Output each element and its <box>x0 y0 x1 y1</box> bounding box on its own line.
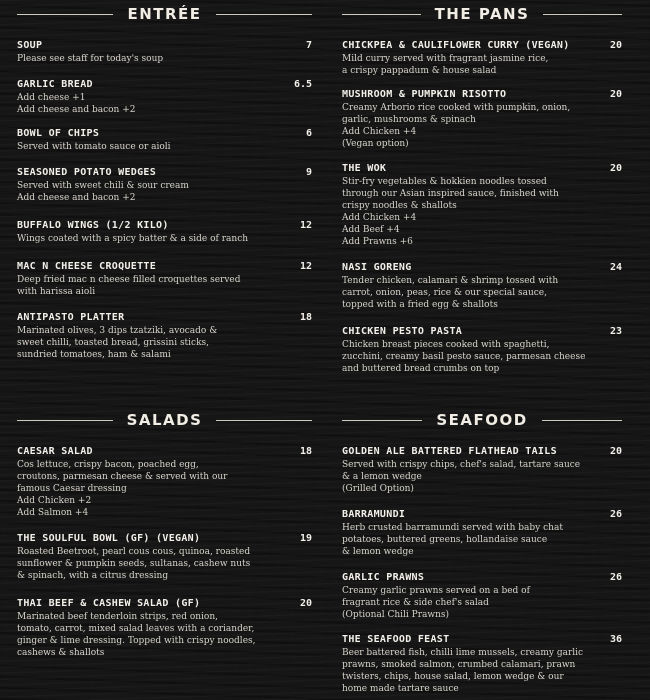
item-price: 20 <box>609 89 622 100</box>
item-name: CHICKPEA & CAULIFLOWER CURRY (VEGAN) <box>342 40 570 51</box>
description-line: fragrant rice & side chef's salad <box>342 598 489 608</box>
item-name: GARLIC BREAD <box>17 79 93 90</box>
item-name: BARRAMUNDI <box>342 509 406 520</box>
item-price: 12 <box>299 220 312 231</box>
header-rule <box>342 14 421 15</box>
item-price: 19 <box>299 533 312 544</box>
item-description <box>342 53 622 77</box>
item-name: BUFFALO WINGS (1/2 KILO) <box>17 220 169 231</box>
menu-item-chicken-pesto-pasta <box>342 326 622 375</box>
menu-item-the-wok <box>342 163 622 248</box>
description-line: Served with tomato sauce or aioli <box>17 142 171 152</box>
description-line: twisters, chips, house salad, lemon wedge & our <box>342 672 564 682</box>
item-description <box>342 459 622 495</box>
item-price: 20 <box>609 40 622 51</box>
item-description <box>17 92 312 116</box>
item-price: 18 <box>299 312 312 323</box>
description-line: Add cheese and bacon +2 <box>17 105 136 115</box>
item-description <box>342 176 622 248</box>
description-line: and buttered bread crumbs on top <box>342 364 500 374</box>
item-description <box>17 546 312 582</box>
description-line: Wings coated with a spicy batter & a side of ranch <box>17 234 249 244</box>
item-name: THAI BEEF & CASHEW SALAD (GF) <box>17 598 201 609</box>
description-line: sundried tomatoes, ham & salami <box>17 350 171 360</box>
item-name: GARLIC PRAWNS <box>342 572 425 583</box>
description-line: with harissa aioli <box>17 287 96 297</box>
salads-title: SALADS <box>126 411 203 429</box>
item-description <box>17 53 312 65</box>
menu-item-mac-n-cheese-croquette <box>17 261 312 298</box>
description-line: prawns, smoked salmon, crumbed calamari, prawn <box>342 660 576 670</box>
menu-item-bowl-of-chips <box>17 128 312 153</box>
description-line: Chicken breast pieces cooked with spaghetti, <box>342 340 550 350</box>
menu-item-seafood-feast <box>342 634 622 695</box>
description-line: Cos lettuce, crispy bacon, poached egg, <box>17 460 199 470</box>
item-name: SOUP <box>17 40 43 51</box>
entree-header <box>17 1 312 27</box>
item-name: THE SEAFOOD FEAST <box>342 634 450 645</box>
item-name: MUSHROOM & PUMPKIN RISOTTO <box>342 89 507 100</box>
description-line: Deep fried mac n cheese filled croquettes served <box>17 275 241 285</box>
item-description <box>342 522 622 558</box>
header-rule <box>542 420 622 421</box>
description-line: ginger & lime dressing. Topped with crispy noodles, <box>17 636 256 646</box>
menu-item-caesar-salad <box>17 446 312 519</box>
description-line: home made tartare sauce <box>342 684 459 694</box>
item-name: THE WOK <box>342 163 387 174</box>
description-line: (Vegan option) <box>342 139 409 149</box>
item-price: 7 <box>305 40 312 51</box>
description-line: tomato, carrot, mixed salad leaves with a coriander, <box>17 624 255 634</box>
description-line: potatoes, buttered greens, hollandaise sauce <box>342 535 548 545</box>
header-rule <box>543 14 622 15</box>
seafood-title: SEAFOOD <box>436 411 528 429</box>
description-line: Mild curry served with fragrant jasmine rice, <box>342 54 549 64</box>
item-name: ANTIPASTO PLATTER <box>17 312 125 323</box>
description-line: Beer battered fish, chilli lime mussels, creamy garlic <box>342 648 584 658</box>
header-rule <box>216 420 312 421</box>
item-name: THE SOULFUL BOWL (GF) (VEGAN) <box>17 533 201 544</box>
pans-title: THE PANS <box>434 5 530 23</box>
item-price: 26 <box>609 572 622 583</box>
description-line: (Grilled Option) <box>342 484 414 494</box>
menu-item-mushroom-risotto <box>342 89 622 150</box>
description-line: Please see staff for today's soup <box>17 54 164 64</box>
menu-item-chickpea-curry <box>342 40 622 77</box>
description-line: Add Prawns +6 <box>342 237 413 247</box>
description-line: garlic, mushrooms & spinach <box>342 115 476 125</box>
description-line: Add cheese and bacon +2 <box>17 193 136 203</box>
menu-item-soulful-bowl <box>17 533 312 582</box>
description-line: Creamy Arborio rice cooked with pumpkin, onion, <box>342 103 571 113</box>
item-description <box>17 459 312 519</box>
menu-item-potato-wedges <box>17 167 312 204</box>
description-line: cashews & shallots <box>17 648 105 658</box>
description-line: Served with sweet chili & sour cream <box>17 181 189 191</box>
menu-item-nasi-goreng <box>342 262 622 311</box>
description-line: Tender chicken, calamari & shrimp tossed with <box>342 276 559 286</box>
description-line: Marinated olives, 3 dips tzatziki, avocado & <box>17 326 218 336</box>
description-line: crispy noodles & shallots <box>342 201 457 211</box>
item-description <box>17 233 312 245</box>
description-line: Add Chicken +4 <box>342 213 417 223</box>
item-description <box>17 325 312 361</box>
description-line: croutons, parmesan cheese & served with our <box>17 472 228 482</box>
description-line: a crispy pappadum & house salad <box>342 66 497 76</box>
description-line: famous Caesar dressing <box>17 484 127 494</box>
menu-item-thai-beef-salad <box>17 598 312 659</box>
description-line: Add Beef +4 <box>342 225 400 235</box>
menu-item-soup <box>17 40 312 65</box>
description-line: topped with a fried egg & shallots <box>342 300 498 310</box>
item-price: 18 <box>299 446 312 457</box>
item-price: 26 <box>609 509 622 520</box>
description-line: Add cheese +1 <box>17 93 86 103</box>
item-price: 20 <box>609 163 622 174</box>
description-line: Add Chicken +4 <box>342 127 417 137</box>
header-rule <box>342 420 422 421</box>
item-name: NASI GORENG <box>342 262 412 273</box>
header-rule <box>216 14 312 15</box>
menu-item-garlic-prawns <box>342 572 622 621</box>
description-line: Served with crispy chips, chef's salad, tartare sauce <box>342 460 581 470</box>
menu-item-barramundi <box>342 509 622 558</box>
item-name: CHICKEN PESTO PASTA <box>342 326 463 337</box>
menu-item-buffalo-wings <box>17 220 312 245</box>
item-price: 9 <box>305 167 312 178</box>
item-price: 36 <box>609 634 622 645</box>
item-description <box>342 102 622 150</box>
description-line: Roasted Beetroot, pearl cous cous, quinoa, roasted <box>17 547 251 557</box>
item-description <box>342 585 622 621</box>
description-line: through our Asian inspired sauce, finished with <box>342 189 559 199</box>
salads-header <box>17 407 312 433</box>
header-rule <box>17 14 113 15</box>
description-line: Add Salmon +4 <box>17 508 89 518</box>
item-description <box>17 141 312 153</box>
description-line: zucchini, creamy basil pesto sauce, parmesan cheese <box>342 352 586 362</box>
description-line: Herb crusted barramundi served with baby chat <box>342 523 563 533</box>
description-line: carrot, onion, peas, rice & our special sauce, <box>342 288 547 298</box>
entree-title: ENTRÉE <box>127 5 202 23</box>
item-description <box>17 274 312 298</box>
description-line: & a lemon wedge <box>342 472 422 482</box>
item-name: SEASONED POTATO WEDGES <box>17 167 157 178</box>
description-line: sunflower & pumpkin seeds, sultanas, cashew nuts <box>17 559 251 569</box>
seafood-header <box>342 407 622 433</box>
item-name: GOLDEN ALE BATTERED FLATHEAD TAILS <box>342 446 557 457</box>
menu-item-antipasto-platter <box>17 312 312 361</box>
description-line: & lemon wedge <box>342 547 414 557</box>
item-name: BOWL OF CHIPS <box>17 128 100 139</box>
description-line: Stir-fry vegetables & hokkien noodles tossed <box>342 177 547 187</box>
pans-header <box>342 1 622 27</box>
item-description <box>342 339 622 375</box>
item-price: 12 <box>299 261 312 272</box>
item-price: 6 <box>305 128 312 139</box>
description-line: sweet chilli, toasted bread, grissini sticks, <box>17 338 210 348</box>
item-description <box>342 275 622 311</box>
item-price: 24 <box>609 262 622 273</box>
description-line: & spinach, with a citrus dressing <box>17 571 169 581</box>
item-description <box>342 647 622 695</box>
menu-item-flathead-tails <box>342 446 622 495</box>
item-description <box>17 611 312 659</box>
description-line: Marinated beef tenderloin strips, red onion, <box>17 612 218 622</box>
item-description <box>17 180 312 204</box>
header-rule <box>17 420 113 421</box>
item-name: CAESAR SALAD <box>17 446 93 457</box>
description-line: Add Chicken +2 <box>17 496 92 506</box>
item-price: 20 <box>609 446 622 457</box>
menu-item-garlic-bread <box>17 79 312 116</box>
description-line: Creamy garlic prawns served on a bed of <box>342 586 530 596</box>
item-name: MAC N CHEESE CROQUETTE <box>17 261 157 272</box>
item-price: 20 <box>299 598 312 609</box>
description-line: (Optional Chili Prawns) <box>342 610 449 620</box>
item-price: 6.5 <box>293 79 312 90</box>
item-price: 23 <box>609 326 622 337</box>
